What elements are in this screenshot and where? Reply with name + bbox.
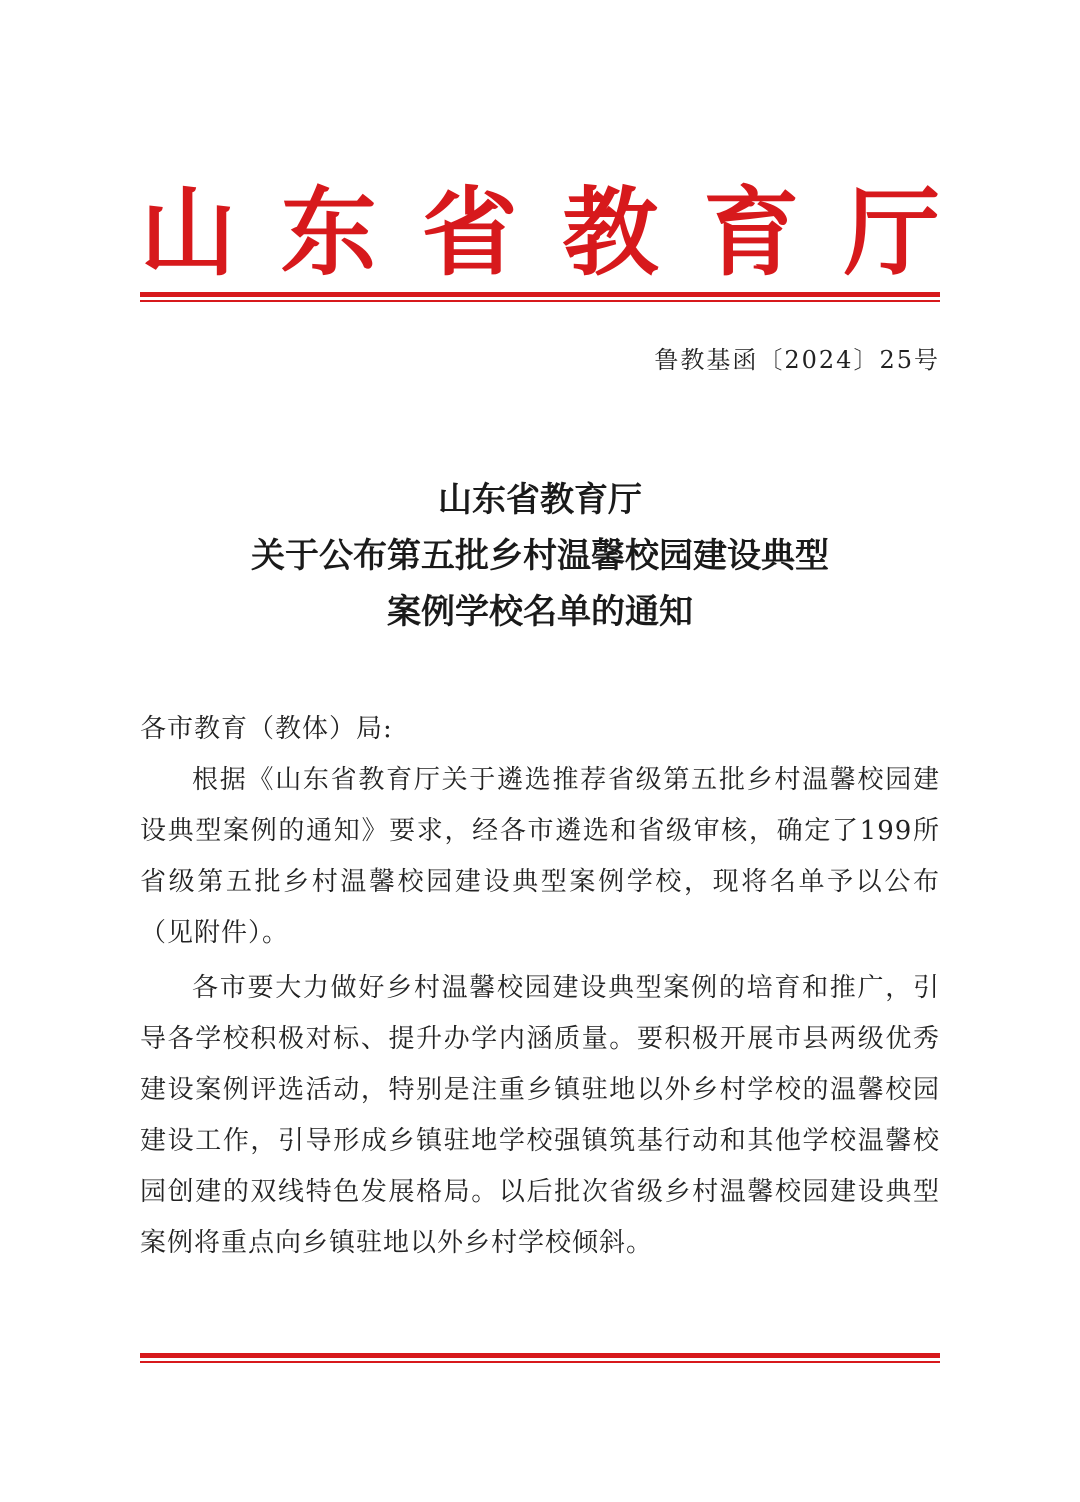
title-line: 案例学校名单的通知 xyxy=(387,592,693,632)
letterhead-agency-name xyxy=(140,178,940,288)
document-body xyxy=(140,704,940,1273)
title-line: 山东省教育厅 xyxy=(438,480,642,520)
footer-red-rule xyxy=(140,1353,940,1363)
letterhead-char: 省 xyxy=(421,177,518,289)
letterhead-red-rule xyxy=(140,292,940,302)
document-number: 鲁教基函〔2024〕25号 xyxy=(654,346,940,374)
body-paragraph: 各市要大力做好乡村温馨校园建设典型案例的培育和推广，引导各学校积极对标、提升办学内涵质量。要积极开展市县两级优秀建设案例评选活动，特别是注重乡镇驻地以外乡村学校的温馨校园建设工作，引导形成乡镇驻地学校强镇筑基行动和其他学校温馨校园创建的双线特色发展格局。以后批次省级乡村温馨校园建设典型案例将重点向乡镇驻地以外乡村学校倾斜。 xyxy=(140,973,940,1258)
title-line: 关于公布第五批乡村温馨校园建设典型 xyxy=(251,536,829,576)
letterhead-char: 山 xyxy=(140,177,236,289)
letterhead-char: 东 xyxy=(280,177,377,289)
body-paragraph: 根据《山东省教育厅关于遴选推荐省级第五批乡村温馨校园建设典型案例的通知》要求，经各市遴选和省级审核，确定了199所省级第五批乡村温馨校园建设典型案例学校，现将名单予以公布（见附件）。 xyxy=(140,765,940,948)
document-title xyxy=(140,472,940,640)
letterhead-char: 育 xyxy=(703,177,800,289)
letterhead-char: 教 xyxy=(562,177,659,289)
letterhead-char: 厅 xyxy=(843,177,940,289)
salutation: 各市教育（教体）局: xyxy=(140,714,393,744)
